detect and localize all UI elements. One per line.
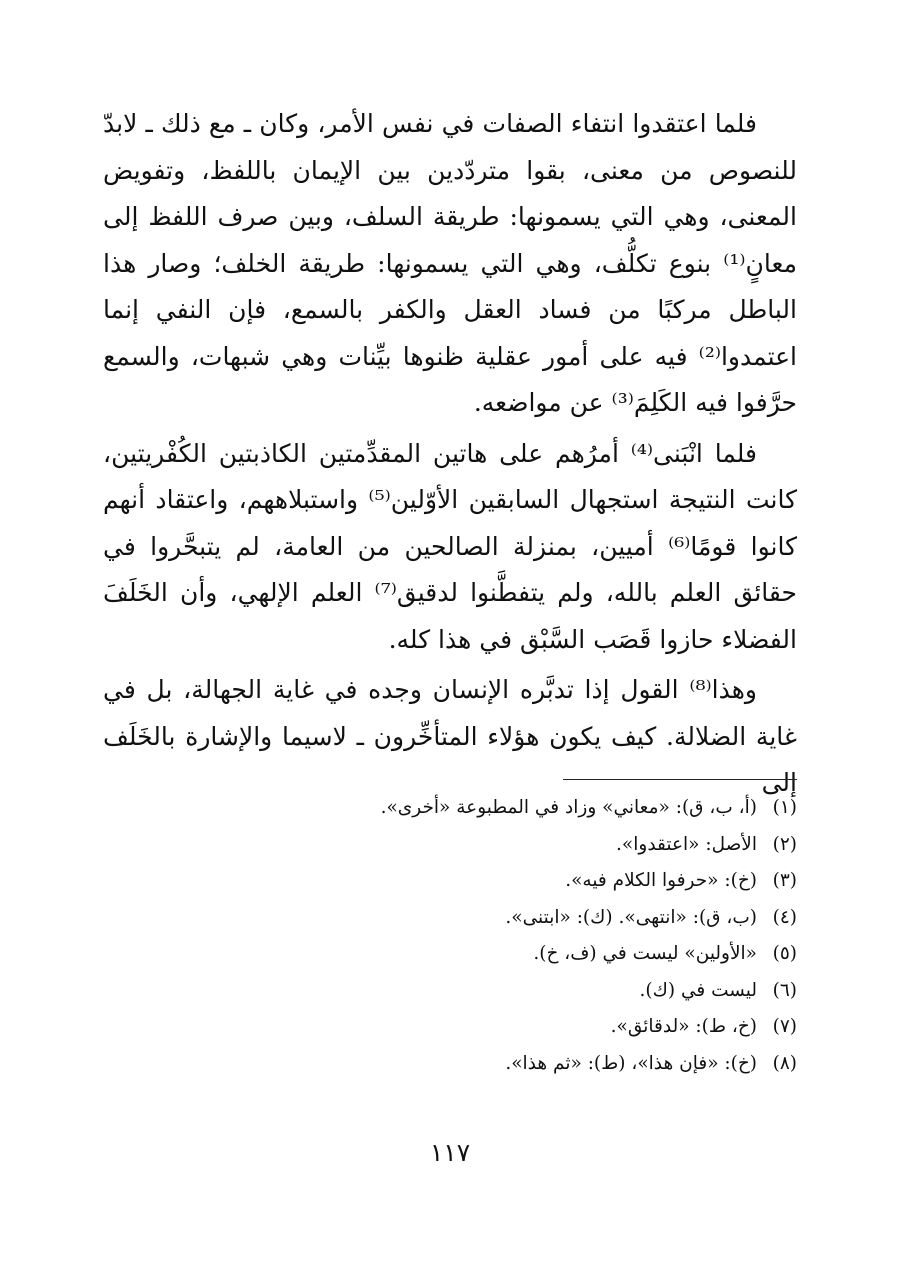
footnote-number: (٧) [772,1016,797,1037]
footnotes-list [103,790,797,1082]
footnote-number: (٥) [772,943,797,964]
footnote-5 [103,936,797,973]
footnote-text: «الأولين» ليست في (ف، خ). [533,943,757,964]
main-text [103,101,797,807]
footnote-text: (أ، ب، ق): «معاني» وزاد في المطبوعة «أخرى». [380,797,757,818]
footnote-4 [103,900,797,937]
paragraph-1: فلما اعتقدوا انتفاء الصفات في نفس الأمر، وكان ـ مع ذلك ـ لابدّ للنصوص من معنى، بقوا متردّدين بين الإيمان باللفظ، وتفويض المعنى، وهي التي يسمونها: طريقة السلف، وبين صرف اللفظ إلى معانٍ⁽¹⁾ بنوع تكلُّف، وهي التي يسمونها: طريقة الخلف؛ وصار هذا الباطل مركبًا من فساد العقل والكفر بالسمع، فإن النفي إنما اعتمدوا⁽²⁾ فيه على أمور عقلية ظنوها بيِّنات وهي شبهات، والسمع حرَّفوا فيه الكَلِمَ⁽³⁾ عن مواضعه. [103,109,797,417]
footnote-6 [103,973,797,1010]
footnote-number: (٨) [772,1052,797,1074]
footnote-3 [103,863,797,900]
footnote-number: (٢) [772,833,797,855]
footnote-text: (خ): «حرفوا الكلام فيه». [565,870,757,891]
footnote-7 [103,1009,797,1046]
footnote-text: ليست في (ك). [639,979,757,1001]
page-number: ١١٧ [429,1138,471,1167]
footnote-separator [563,779,797,780]
footnote-text: (خ): «فإن هذا»، (ط): «ثم هذا». [505,1052,757,1074]
paragraph-3: وهذا⁽⁸⁾ القول إذا تدبَّره الإنسان وجده في غاية الجهالة، بل في غاية الضلالة. كيف يكون هؤلاء المتأخِّرون ـ لاسيما والإشارة بالخَلَف إلى [103,675,797,797]
footnote-8 [103,1046,797,1083]
footnote-text: (ب، ق): «انتهى». (ك): «ابتنى». [505,906,757,928]
footnote-2 [103,827,797,864]
footnote-number: (٤) [772,906,797,928]
footnote-1 [103,790,797,827]
footnote-text: الأصل: «اعتقدوا». [616,833,757,855]
footnote-number: (٣) [772,870,797,891]
footnote-text: (خ، ط): «لدقائق». [610,1016,757,1037]
footnote-number: (١) [772,797,797,818]
footnote-number: (٦) [772,979,797,1001]
paragraph-2: فلما انْبَنى⁽⁴⁾ أمرُهم على هاتين المقدِّمتين الكاذبتين الكُفْريتين، كانت النتيجة استجهال السابقين الأوّلين⁽⁵⁾ واستبلاههم، واعتقاد أنهم كانوا قومًا⁽⁶⁾ أميين، بمنزلة الصالحين من العامة، لم يتبحَّروا في حقائق العلم بالله، ولم يتفطَّنوا لدقيق⁽⁷⁾ العلم الإلهي، وأن الخَلَفَ الفضلاء حازوا قَصَب السَّبْق في هذا كله. [103,438,797,654]
